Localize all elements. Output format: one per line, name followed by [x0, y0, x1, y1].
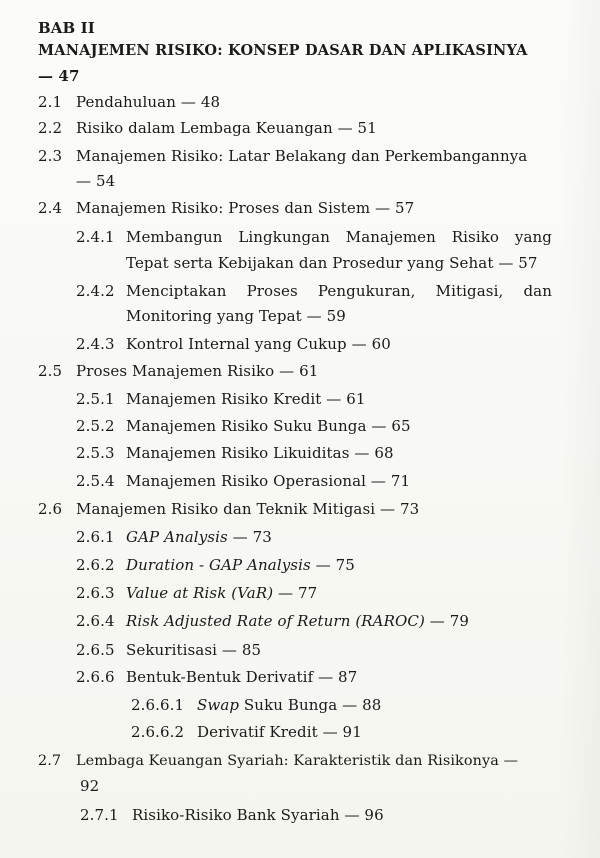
entry-word: Lingkungan: [238, 228, 330, 246]
toc-entry[interactable]: [76, 443, 394, 463]
entry-continuation: 92: [80, 777, 100, 795]
toc-entry[interactable]: [38, 361, 318, 381]
toc-entry[interactable]: [38, 751, 518, 771]
toc-entry[interactable]: [76, 611, 469, 631]
entry-title: Manajemen Risiko Kredit — 61: [126, 390, 366, 408]
entry-number: 2.6.6.1: [131, 696, 185, 714]
entry-title: Manajemen Risiko: Proses dan Sistem — 57: [76, 199, 415, 217]
page-edge-shadow: [560, 0, 600, 858]
entry-title-italic: Swap: [197, 696, 240, 714]
toc-entry[interactable]: [76, 471, 410, 491]
chapter-page: — 47: [38, 67, 80, 85]
entry-continuation: Tepat serta Kebijakan dan Prosedur yang Sehat — 57: [126, 254, 538, 272]
entry-number: 2.6.2: [76, 556, 115, 574]
entry-page: — 77: [273, 584, 318, 602]
entry-word: Manajemen: [345, 228, 436, 246]
entry-number: 2.5.1: [76, 390, 115, 408]
entry-number: 2.6.6.2: [131, 723, 185, 741]
entry-number: 2.3: [38, 147, 63, 165]
toc-entry[interactable]: [38, 146, 527, 166]
entry-title: Risiko-Risiko Bank Syariah — 96: [132, 806, 384, 824]
entry-title-justified: [126, 227, 552, 247]
entry-title: Risiko dalam Lembaga Keuangan — 51: [76, 119, 377, 137]
toc-entry[interactable]: [76, 416, 411, 436]
toc-entry[interactable]: [38, 499, 419, 519]
entry-number: 2.5.2: [76, 417, 115, 435]
toc-entry[interactable]: [76, 281, 126, 301]
entry-number: 2.2: [38, 119, 63, 137]
entry-word: Membangun: [126, 228, 223, 246]
entry-number: 2.4.3: [76, 335, 115, 353]
entry-word: Menciptakan: [126, 282, 227, 300]
entry-page: Suku Bunga — 88: [239, 696, 382, 714]
entry-title: Manajemen Risiko Operasional — 71: [126, 472, 411, 490]
entry-title-italic: Duration - GAP Analysis: [126, 556, 311, 574]
entry-number: 2.6.6: [76, 668, 115, 686]
entry-title-italic: GAP Analysis: [126, 528, 228, 546]
entry-number: 2.5.4: [76, 472, 115, 490]
entry-title: Manajemen Risiko: Latar Belakang dan Perkembangannya: [76, 147, 528, 165]
entry-word: Risiko: [451, 228, 500, 246]
entry-title: Kontrol Internal yang Cukup — 60: [126, 335, 391, 353]
entry-number: 2.6.1: [76, 528, 115, 546]
entry-title: Bentuk-Bentuk Derivatif — 87: [126, 668, 358, 686]
entry-word: Pengukuran,: [317, 282, 416, 300]
toc-entry[interactable]: [80, 805, 384, 825]
entry-word: Mitigasi,: [435, 282, 504, 300]
entry-title: Derivatif Kredit — 91: [197, 723, 362, 741]
entry-number: 2.4.1: [76, 228, 115, 246]
toc-entry[interactable]: [76, 667, 357, 687]
chapter-title: MANAJEMEN RISIKO: KONSEP DASAR DAN APLIKASINYA: [38, 42, 528, 59]
chapter-label: BAB II: [38, 19, 95, 37]
toc-entry[interactable]: [76, 227, 126, 247]
entry-title: Pendahuluan — 48: [76, 93, 221, 111]
entry-number: 2.7.1: [80, 806, 119, 824]
entry-page: — 75: [310, 556, 355, 574]
toc-entry[interactable]: [76, 640, 261, 660]
toc-entry[interactable]: [131, 722, 362, 742]
entry-title-justified: [126, 281, 552, 301]
entry-number: 2.1: [38, 93, 63, 111]
toc-entry[interactable]: [76, 527, 272, 547]
entry-number: 2.5.3: [76, 444, 115, 462]
toc-entry[interactable]: [76, 555, 355, 575]
entry-number: 2.6.4: [76, 612, 115, 630]
entry-number: 2.5: [38, 362, 63, 380]
toc-entry[interactable]: [76, 334, 391, 354]
entry-title-italic: Value at Risk (VaR): [126, 584, 274, 602]
entry-number: 2.4.2: [76, 282, 115, 300]
toc-entry[interactable]: [76, 389, 366, 409]
entry-continuation: Monitoring yang Tepat — 59: [126, 307, 346, 325]
entry-title: Proses Manajemen Risiko — 61: [76, 362, 319, 380]
entry-word: Proses: [246, 282, 298, 300]
toc-entry[interactable]: [38, 92, 220, 112]
entry-word: yang: [514, 228, 552, 246]
toc-entry[interactable]: [38, 118, 377, 138]
toc-entry[interactable]: [76, 583, 317, 603]
entry-page: — 79: [424, 612, 470, 630]
entry-continuation: — 54: [76, 172, 116, 190]
entry-title: Manajemen Risiko dan Teknik Mitigasi — 73: [76, 500, 420, 518]
entry-number: 2.6.3: [76, 584, 115, 602]
entry-number: 2.7: [38, 753, 62, 769]
entry-title: Sekuritisasi — 85: [126, 641, 262, 659]
entry-word: dan: [523, 282, 552, 300]
entry-page: — 73: [227, 528, 272, 546]
entry-title-italic: Risk Adjusted Rate of Return (RAROC): [126, 612, 425, 630]
entry-title: Manajemen Risiko Likuiditas — 68: [126, 444, 394, 462]
entry-title: Manajemen Risiko Suku Bunga — 65: [126, 417, 411, 435]
entry-title: Lembaga Keuangan Syariah: Karakteristik dan Risikonya —: [76, 753, 519, 769]
entry-number: 2.6.5: [76, 641, 115, 659]
toc-entry[interactable]: [38, 198, 414, 218]
toc-entry[interactable]: [131, 695, 381, 715]
entry-number: 2.6: [38, 500, 63, 518]
entry-number: 2.4: [38, 199, 63, 217]
